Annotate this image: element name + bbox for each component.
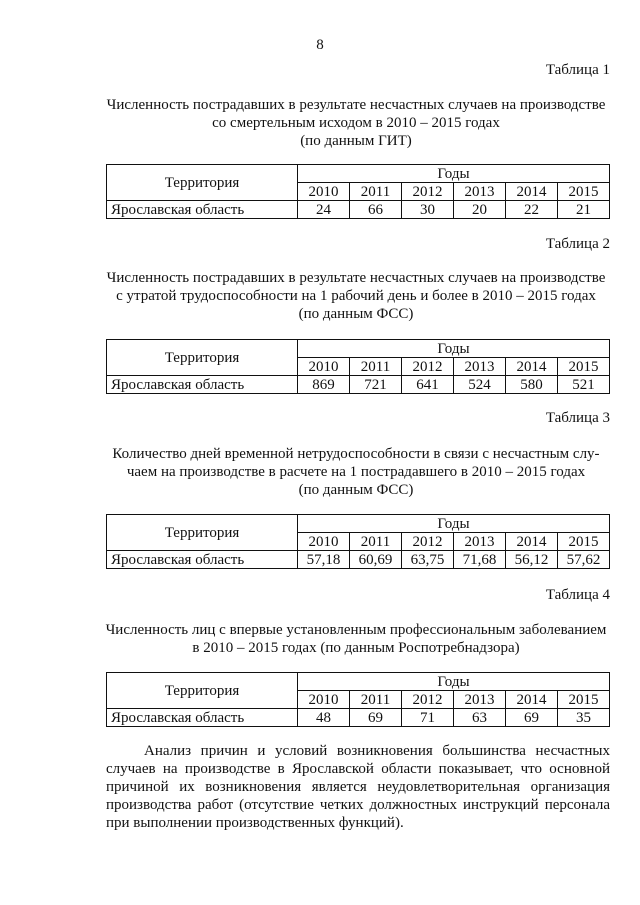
table-1-title: [100, 96, 612, 150]
year-cell: 2012: [402, 183, 454, 201]
value-cell: 57,18: [298, 551, 350, 569]
year-cell: 2010: [298, 358, 350, 376]
year-cell: 2015: [558, 533, 610, 551]
table-4-title-line-2: в 2010 – 2015 годах (по данным Роспотребнадзора): [192, 640, 520, 656]
header-years: Годы: [298, 340, 610, 358]
table-4: [106, 672, 610, 727]
region-name-cell: Ярославская область: [107, 376, 298, 394]
table-4-title: [100, 621, 612, 657]
value-cell: 22: [506, 201, 558, 219]
table-2-header-row: [107, 340, 610, 358]
table-3-label: Таблица 3: [545, 410, 610, 426]
table-2-title-line-3: (по данным ФСС): [298, 306, 414, 322]
table-row: [107, 551, 610, 569]
year-cell: 2014: [506, 533, 558, 551]
value-cell: 21: [558, 201, 610, 219]
value-cell: 524: [454, 376, 506, 394]
table-1-title-line-2: со смертельным исходом в 2010 – 2015 годах: [212, 115, 500, 131]
table-2-title-line-2: с утратой трудоспособности на 1 рабочий день и более в 2010 – 2015 годах: [116, 288, 596, 304]
table-1: [106, 164, 610, 219]
table-2-title-line-1: Численность пострадавших в результате несчастных случаев на производстве: [106, 270, 606, 286]
table-4-title-line-1: Численность лиц с впервые установленным профессиональным заболеванием: [105, 622, 607, 638]
body-paragraph: [106, 742, 610, 832]
table-2-title: [100, 269, 612, 323]
header-territory: Территория: [107, 165, 298, 201]
region-name-cell: Ярославская область: [107, 201, 298, 219]
year-cell: 2013: [454, 533, 506, 551]
year-cell: 2010: [298, 691, 350, 709]
header-territory: Территория: [107, 673, 298, 709]
value-cell: 35: [558, 709, 610, 727]
header-territory: Территория: [107, 515, 298, 551]
table-3-title: [100, 445, 612, 499]
table-1-title-line-3: (по данным ГИТ): [300, 133, 412, 149]
table-3-title-line-3: (по данным ФСС): [298, 482, 414, 498]
year-cell: 2014: [506, 691, 558, 709]
value-cell: 20: [454, 201, 506, 219]
value-cell: 521: [558, 376, 610, 394]
year-cell: 2011: [350, 533, 402, 551]
table-1-header-row: [107, 165, 610, 183]
value-cell: 30: [402, 201, 454, 219]
header-territory: Территория: [107, 340, 298, 376]
year-cell: 2015: [558, 358, 610, 376]
year-cell: 2015: [558, 183, 610, 201]
value-cell: 66: [350, 201, 402, 219]
value-cell: 71: [402, 709, 454, 727]
header-years: Годы: [298, 673, 610, 691]
value-cell: 56,12: [506, 551, 558, 569]
region-name-cell: Ярославская область: [107, 709, 298, 727]
table-2: [106, 339, 610, 394]
year-cell: 2012: [402, 358, 454, 376]
year-cell: 2015: [558, 691, 610, 709]
value-cell: 24: [298, 201, 350, 219]
table-row: [107, 376, 610, 394]
region-name-cell: Ярославская область: [107, 551, 298, 569]
year-cell: 2014: [506, 358, 558, 376]
value-cell: 69: [350, 709, 402, 727]
header-years: Годы: [298, 165, 610, 183]
table-1-title-line-1: Численность пострадавших в результате несчастных случаев на производстве: [106, 97, 606, 113]
value-cell: 63: [454, 709, 506, 727]
year-cell: 2013: [454, 358, 506, 376]
header-years: Годы: [298, 515, 610, 533]
year-cell: 2011: [350, 183, 402, 201]
table-row: [107, 709, 610, 727]
year-cell: 2013: [454, 691, 506, 709]
table-row: [107, 201, 610, 219]
table-3-header-row: [107, 515, 610, 533]
value-cell: 57,62: [558, 551, 610, 569]
table-1-label: Таблица 1: [545, 62, 610, 78]
value-cell: 71,68: [454, 551, 506, 569]
table-2-label: Таблица 2: [545, 236, 610, 252]
page-number: 8: [316, 37, 324, 53]
value-cell: 869: [298, 376, 350, 394]
year-cell: 2012: [402, 533, 454, 551]
year-cell: 2014: [506, 183, 558, 201]
year-cell: 2013: [454, 183, 506, 201]
value-cell: 48: [298, 709, 350, 727]
analysis-paragraph: Анализ причин и условий возникновения большинства несчастных случаев на производстве в Ярославской области показывает, что основной причиной их возникновения является неудовлетворительная организация производства работ (отсутствие четких должностных инструкций персонала при выполнении производственных функций).: [106, 743, 610, 831]
table-4-label: Таблица 4: [545, 587, 610, 603]
value-cell: 580: [506, 376, 558, 394]
year-cell: 2011: [350, 691, 402, 709]
year-cell: 2011: [350, 358, 402, 376]
value-cell: 721: [350, 376, 402, 394]
table-3-title-line-1: Количество дней временной нетрудоспособности в связи с несчастным слу-: [112, 446, 600, 462]
year-cell: 2010: [298, 533, 350, 551]
value-cell: 63,75: [402, 551, 454, 569]
value-cell: 60,69: [350, 551, 402, 569]
value-cell: 641: [402, 376, 454, 394]
table-3: [106, 514, 610, 569]
value-cell: 69: [506, 709, 558, 727]
year-cell: 2010: [298, 183, 350, 201]
year-cell: 2012: [402, 691, 454, 709]
table-4-header-row: [107, 673, 610, 691]
table-3-title-line-2: чаем на производстве в расчете на 1 пострадавшего в 2010 – 2015 годах: [126, 464, 586, 480]
